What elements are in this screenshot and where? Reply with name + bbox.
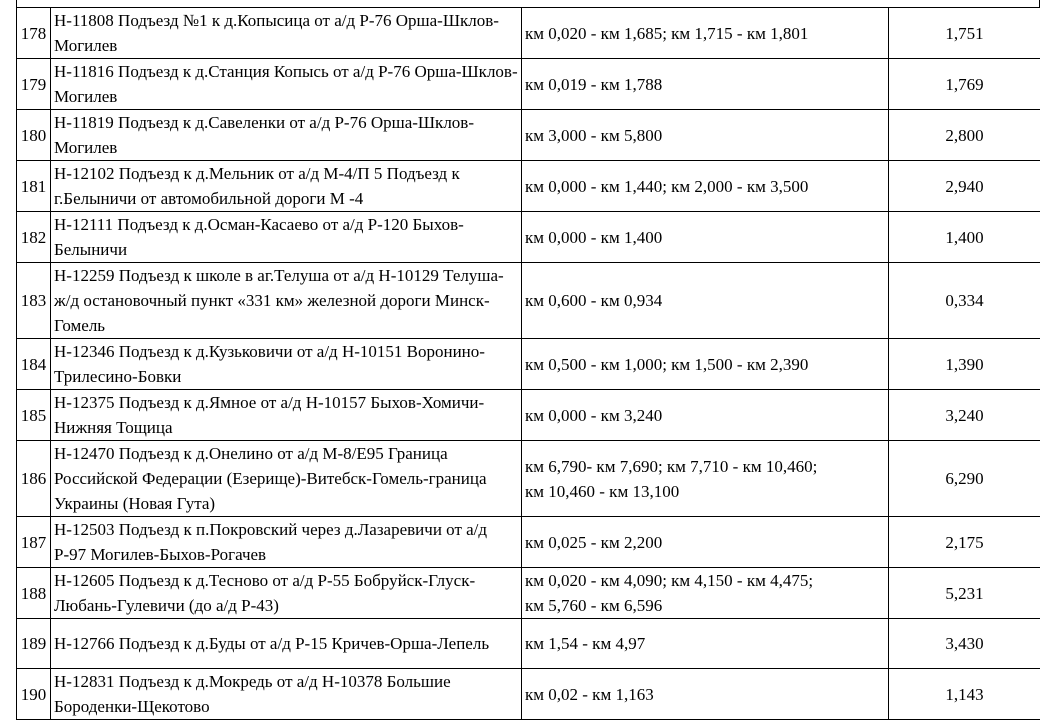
road-name: Н-12470 Подъезд к д.Онелино от а/д М-8/Е95 Граница Российской Федерации (Езерище)-Витебск-Гомель-граница Украины (Новая Гута): [51, 441, 522, 517]
road-sections: [522, 8, 889, 59]
row-number: 178: [17, 8, 51, 59]
roads-table: [16, 7, 1040, 720]
section-line: км 0,600 - км 0,934: [525, 288, 885, 313]
road-sections: [522, 110, 889, 161]
road-length: 3,430: [889, 619, 1040, 669]
table-row: [17, 8, 1040, 59]
road-name: Н-12831 Подъезд к д.Мокредь от а/д Н-10378 Большие Бороденки-Щекотово: [51, 669, 522, 720]
road-length: 5,231: [889, 568, 1040, 619]
road-length: 1,400: [889, 212, 1040, 263]
row-number: 184: [17, 339, 51, 390]
section-line: км 0,020 - км 1,685; км 1,715 - км 1,801: [525, 21, 885, 46]
road-sections: [522, 59, 889, 110]
table-row: [17, 339, 1040, 390]
section-line: км 6,790- км 7,690; км 7,710 - км 10,460;: [525, 454, 885, 479]
road-length: 1,143: [889, 669, 1040, 720]
road-sections: [522, 212, 889, 263]
table-row: [17, 669, 1040, 720]
row-number: 179: [17, 59, 51, 110]
road-sections: [522, 517, 889, 568]
road-length: 1,769: [889, 59, 1040, 110]
road-sections: [522, 390, 889, 441]
section-line: км 0,02 - км 1,163: [525, 682, 885, 707]
table-row: [17, 212, 1040, 263]
row-number: 188: [17, 568, 51, 619]
row-number: 183: [17, 263, 51, 339]
road-length: 2,175: [889, 517, 1040, 568]
road-name: Н-12102 Подъезд к д.Мельник от а/д М-4/П 5 Подъезд к г.Белыничи от автомобильной дороги М -4: [51, 161, 522, 212]
road-name: Н-12766 Подъезд к д.Буды от а/д Р-15 Кричев-Орша-Лепель: [51, 619, 522, 669]
table-row: [17, 59, 1040, 110]
road-length: 0,334: [889, 263, 1040, 339]
road-name: Н-11808 Подъезд №1 к д.Копысица от а/д Р-76 Орша-Шклов-Могилев: [51, 8, 522, 59]
road-name: Н-12375 Подъезд к д.Ямное от а/д Н-10157 Быхов-Хомичи-Нижняя Тощица: [51, 390, 522, 441]
road-name: Н-11816 Подъезд к д.Станция Копысь от а/д Р-76 Орша-Шклов-Могилев: [51, 59, 522, 110]
section-line: км 0,000 - км 3,240: [525, 403, 885, 428]
road-name: Н-12259 Подъезд к школе в аг.Телуша от а/д Н-10129 Телуша-ж/д остановочный пункт «331 км» железной дороги Минск-Гомель: [51, 263, 522, 339]
road-length: 2,940: [889, 161, 1040, 212]
section-line: км 5,760 - км 6,596: [525, 593, 885, 618]
road-length: 3,240: [889, 390, 1040, 441]
row-number: 187: [17, 517, 51, 568]
road-name: Н-12346 Подъезд к д.Кузьковичи от а/д Н-10151 Воронино-Трилесино-Бовки: [51, 339, 522, 390]
row-number: 189: [17, 619, 51, 669]
road-sections: [522, 619, 889, 669]
section-line: км 0,500 - км 1,000; км 1,500 - км 2,390: [525, 352, 885, 377]
road-name: Н-12111 Подъезд к д.Осман-Касаево от а/д Р-120 Быхов-Белыничи: [51, 212, 522, 263]
section-line: км 0,020 - км 4,090; км 4,150 - км 4,475;: [525, 568, 885, 593]
road-sections: [522, 568, 889, 619]
section-line: км 10,460 - км 13,100: [525, 479, 885, 504]
table-row: [17, 263, 1040, 339]
row-number: 180: [17, 110, 51, 161]
road-length: 2,800: [889, 110, 1040, 161]
section-line: км 0,000 - км 1,440; км 2,000 - км 3,500: [525, 174, 885, 199]
table-row: [17, 619, 1040, 669]
road-name: Н-12503 Подъезд к п.Покровский через д.Лазаревичи от а/д Р-97 Могилев-Быхов-Рогачев: [51, 517, 522, 568]
road-name: Н-12605 Подъезд к д.Тесново от а/д Р-55 Бобруйск-Глуск-Любань-Гулевичи (до а/д Р-43): [51, 568, 522, 619]
table-row: [17, 110, 1040, 161]
road-length: 1,751: [889, 8, 1040, 59]
road-length: 6,290: [889, 441, 1040, 517]
table-row: [17, 441, 1040, 517]
road-sections: [522, 339, 889, 390]
section-line: км 0,019 - км 1,788: [525, 72, 885, 97]
row-number: 186: [17, 441, 51, 517]
roads-table-body: [17, 8, 1040, 720]
row-number: 181: [17, 161, 51, 212]
section-line: км 3,000 - км 5,800: [525, 123, 885, 148]
table-row: [17, 161, 1040, 212]
row-number: 182: [17, 212, 51, 263]
road-name: Н-11819 Подъезд к д.Савеленки от а/д Р-76 Орша-Шклов-Могилев: [51, 110, 522, 161]
row-number: 185: [17, 390, 51, 441]
table-row: [17, 568, 1040, 619]
road-length: 1,390: [889, 339, 1040, 390]
section-line: км 0,000 - км 1,400: [525, 225, 885, 250]
road-sections: [522, 441, 889, 517]
road-sections: [522, 669, 889, 720]
section-line: км 0,025 - км 2,200: [525, 530, 885, 555]
road-sections: [522, 161, 889, 212]
road-sections: [522, 263, 889, 339]
table-row: [17, 517, 1040, 568]
section-line: км 1,54 - км 4,97: [525, 631, 885, 656]
table-row: [17, 390, 1040, 441]
row-number: 190: [17, 669, 51, 720]
